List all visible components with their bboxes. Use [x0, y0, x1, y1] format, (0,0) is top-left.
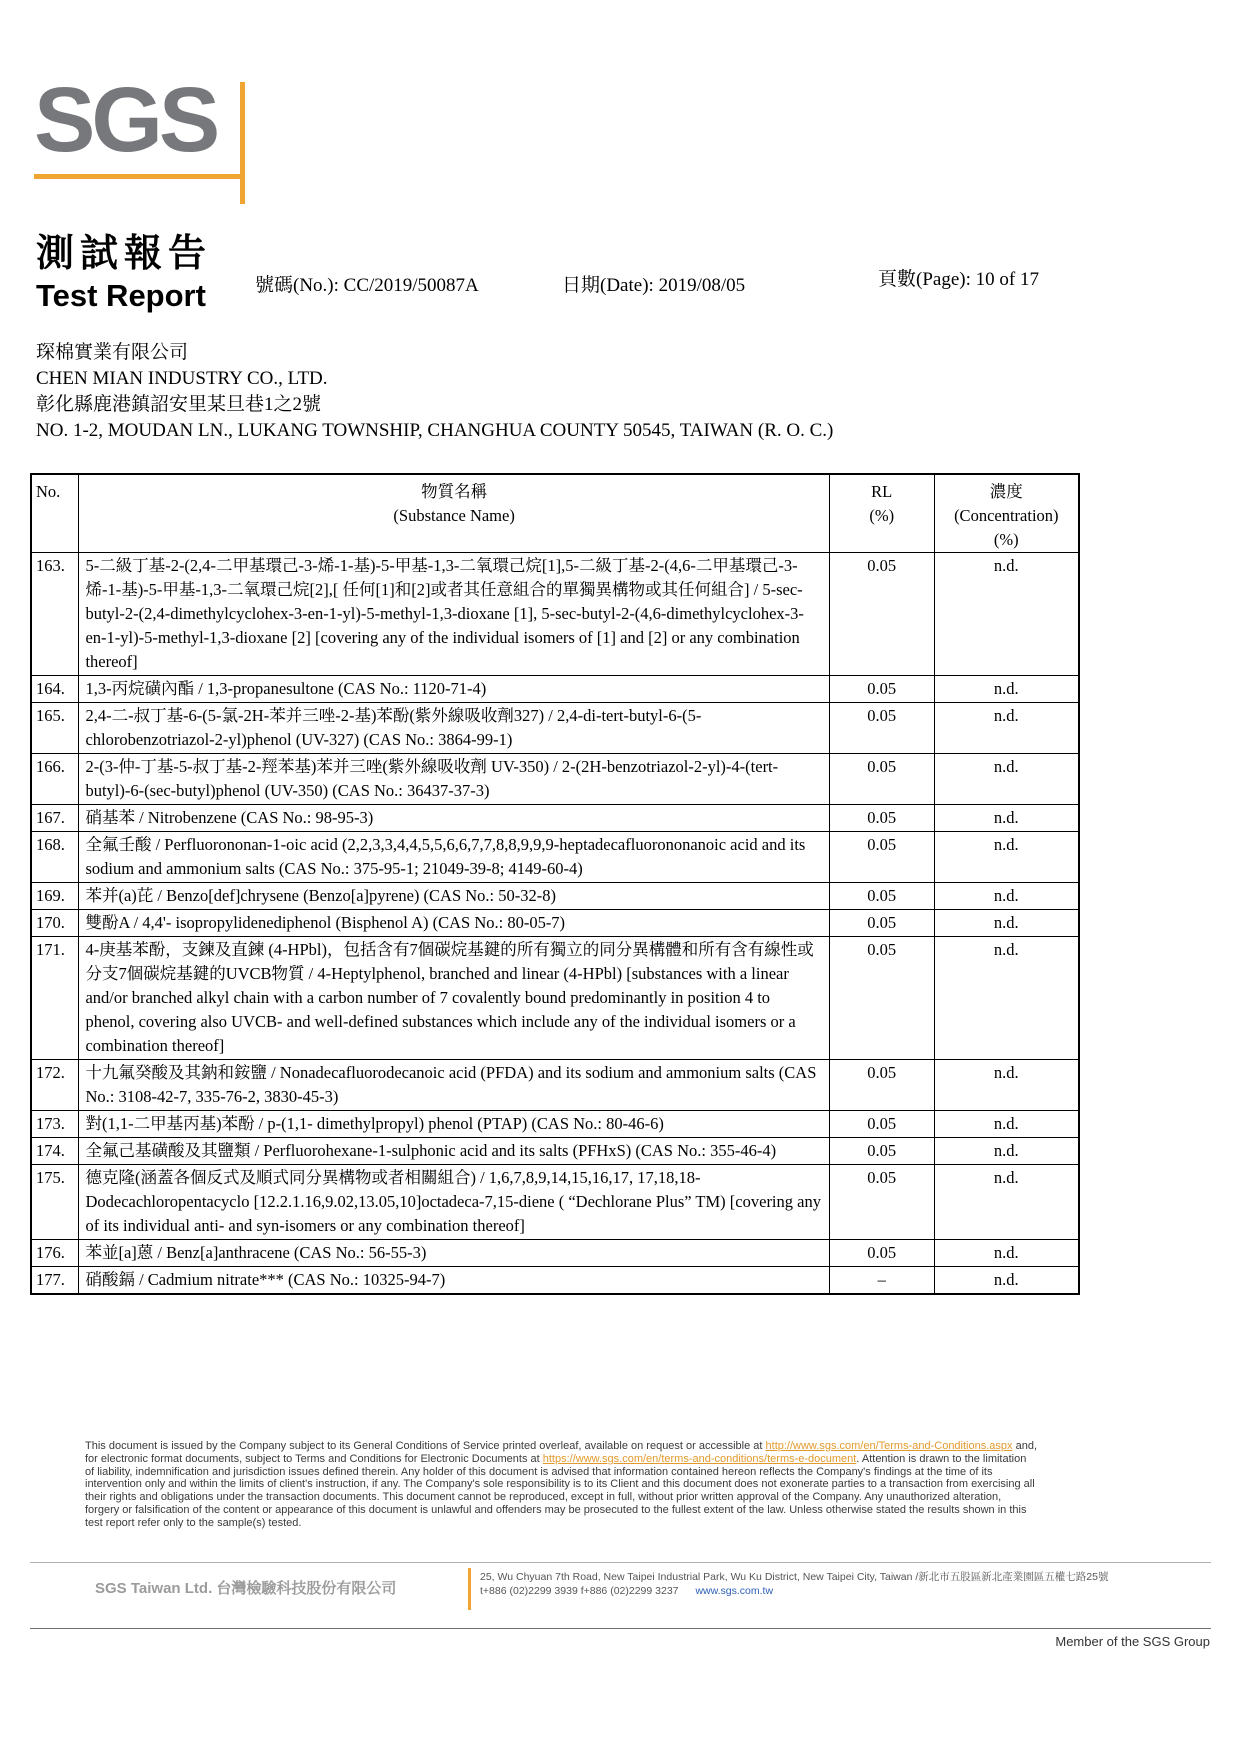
logo-accent-vline [240, 82, 245, 204]
table-row [31, 754, 1079, 805]
legal-link[interactable]: https://www.sgs.com/en/terms-and-conditions/terms-e-document [542, 1452, 857, 1465]
row-concentration: n.d. [934, 1165, 1079, 1240]
row-substance: 德克隆(涵蓋各個反式及順式同分異構物或者相關組合) / 1,6,7,8,9,14,15,16,17, 17,18,18-Dodecachloropentacyclo [12.2.1.16,9.02,13.05,10]octadeca-7,15-diene ( “Dechlorane Plus” TM) [covering any of its individual anti- and syn-isomers or any combination thereof] [79, 1165, 829, 1240]
row-substance: 4-庚基苯酚，支鍊及直鍊 (4-HPbl)，包括含有7個碳烷基鍵的所有獨立的同分異構體和所有含有線性或分支7個碳烷基鍵的UVCB物質 / 4-Heptylphenol, branched and linear (4-HPbl) [substances with a linear and/or branched alkyl chain with a carbon number of 7 covalently bound predominantly in position 4 to phenol, covering also UVCB- and well-defined substances which include any of the individual isomers or a combination thereof] [79, 937, 829, 1060]
row-rl: 0.05 [829, 676, 934, 703]
row-no: 172. [31, 1060, 79, 1111]
row-substance: 全氟壬酸 / Perfluorononan-1-oic acid (2,2,3,3,4,4,5,5,6,6,7,7,8,8,9,9,9-heptadecafluorononanoic acid and its sodium and ammonium salts (CAS No.: 375-95-1; 21049-39-8; 4149-60-4) [79, 832, 829, 883]
report-date-value: 2019/08/05 [658, 275, 746, 296]
row-no: 174. [31, 1138, 79, 1165]
client-info [36, 340, 833, 444]
row-no: 170. [31, 910, 79, 937]
row-substance: 1,3-丙烷磺內酯 / 1,3-propanesultone (CAS No.: 1120-71-4) [79, 676, 829, 703]
report-page [878, 264, 1039, 291]
footer-top-rule [30, 1562, 1211, 1563]
footer-address-block [480, 1570, 1120, 1598]
row-rl: 0.05 [829, 754, 934, 805]
table-row [31, 676, 1079, 703]
col-header-rl-unit: (%) [869, 506, 895, 525]
client-address-zh: 彰化縣鹿港鎮詔安里某旦巷1之2號 [36, 394, 322, 415]
client-address-en: NO. 1-2, MOUDAN LN., LUKANG TOWNSHIP, CHANGHUA COUNTY 50545, TAIWAN (R. O. C.) [36, 420, 834, 441]
col-header-concentration [934, 474, 1079, 553]
substance-table-body [31, 553, 1079, 1295]
row-substance: 苯并(a)芘 / Benzo[def]chrysene (Benzo[a]pyrene) (CAS No.: 50-32-8) [79, 883, 829, 910]
legal-text [85, 1440, 1037, 1530]
row-rl: 0.05 [829, 1165, 934, 1240]
row-substance: 對(1,1-二甲基丙基)苯酚 / p-(1,1- dimethylpropyl) phenol (PTAP) (CAS No.: 80-46-6) [79, 1111, 829, 1138]
row-no: 166. [31, 754, 79, 805]
row-no: 173. [31, 1111, 79, 1138]
row-concentration: n.d. [934, 1240, 1079, 1267]
legal-link[interactable]: http://www.sgs.com/en/Terms-and-Conditions.aspx [765, 1440, 1013, 1452]
row-no: 168. [31, 832, 79, 883]
col-header-substance-en: (Substance Name) [393, 506, 515, 525]
table-row [31, 910, 1079, 937]
row-substance: 2,4-二-叔丁基-6-(5-氯-2H-苯并三唑-2-基)苯酚(紫外線吸收劑327) / 2,4-di-tert-butyl-6-(5-chlorobenzotriazol-2-yl)phenol (UV-327) (CAS No.: 3864-99-1) [79, 703, 829, 754]
client-name-zh: 琛棉實業有限公司 [36, 342, 189, 363]
row-rl: 0.05 [829, 1138, 934, 1165]
row-concentration: n.d. [934, 676, 1079, 703]
substance-table [30, 473, 1080, 1295]
footer-contact-line [480, 1584, 1120, 1598]
table-row [31, 703, 1079, 754]
row-substance: 雙酚A / 4,4'- isopropylidenediphenol (Bisphenol A) (CAS No.: 80-05-7) [79, 910, 829, 937]
report-page-label: 頁數(Page): [878, 269, 971, 290]
row-rl: 0.05 [829, 937, 934, 1060]
table-row [31, 832, 1079, 883]
row-no: 171. [31, 937, 79, 1060]
row-no: 169. [31, 883, 79, 910]
report-title-en: Test Report [36, 278, 206, 313]
table-row [31, 805, 1079, 832]
row-concentration: n.d. [934, 1267, 1079, 1295]
row-substance: 5-二級丁基-2-(2,4-二甲基環己-3-烯-1-基)-5-甲基-1,3-二氧環己烷[1],5-二級丁基-2-(4,6-二甲基環己-3-烯-1-基)-5-甲基-1,3-二氧環己烷[2],[ 任何[1]和[2]或者其任意組合的單獨異構物或其任何組合] / 5-sec-butyl-2-(2,4-dimethylcyclohex-3-en-1-yl)-5-methyl-1,3-dioxane [1], 5-sec-butyl-2-(4,6-dimethylcyclohex-3-en-1-yl)-5-methyl-1,3-dioxane [2] [covering any of the individual isomers of [1] and [2] or any combination thereof] [79, 553, 829, 676]
col-header-substance-zh: 物質名稱 [421, 482, 488, 501]
table-row [31, 1165, 1079, 1240]
row-concentration: n.d. [934, 883, 1079, 910]
row-no: 177. [31, 1267, 79, 1295]
footer-accent-bar [468, 1568, 471, 1610]
row-rl: 0.05 [829, 1060, 934, 1111]
report-number-value: CC/2019/50087A [343, 275, 479, 296]
table-row [31, 553, 1079, 676]
col-header-conc-unit: (%) [993, 530, 1019, 549]
row-concentration: n.d. [934, 1060, 1079, 1111]
sgs-logo [34, 69, 254, 214]
row-rl: 0.05 [829, 1111, 934, 1138]
footer-address-line: 25, Wu Chyuan 7th Road, New Taipei Industrial Park, Wu Ku District, New Taipei City, Taiwan /新北市五股區新北產業園區五權七路25號 [480, 1571, 1109, 1583]
footer-bottom-rule [30, 1628, 1211, 1629]
report-number [255, 270, 479, 297]
row-concentration: n.d. [934, 832, 1079, 883]
row-rl: 0.05 [829, 910, 934, 937]
col-header-substance [79, 474, 829, 553]
row-concentration: n.d. [934, 1138, 1079, 1165]
row-rl: 0.05 [829, 832, 934, 883]
row-substance: 全氟己基磺酸及其鹽類 / Perfluorohexane-1-sulphonic acid and its salts (PFHxS) (CAS No.: 355-46-4) [79, 1138, 829, 1165]
legal-text-part: This document is issued by the Company subject to its General Conditions of Service printed overleaf, available on request or accessible at [85, 1440, 766, 1452]
row-no: 176. [31, 1240, 79, 1267]
report-number-label: 號碼(No.): [255, 275, 339, 296]
footer-company-zh: 台灣檢驗科技股份有限公司 [216, 1580, 397, 1597]
row-substance: 2-(3-仲-丁基-5-叔丁基-2-羥苯基)苯并三唑(紫外線吸收劑 UV-350) / 2-(2H-benzotriazol-2-yl)-4-(tert-butyl)-6-(sec-butyl)phenol (UV-350) (CAS No.: 36437-37-3) [79, 754, 829, 805]
row-concentration: n.d. [934, 553, 1079, 676]
footer-company [95, 1577, 396, 1598]
row-no: 163. [31, 553, 79, 676]
row-concentration: n.d. [934, 805, 1079, 832]
report-date-label: 日期(Date): [562, 275, 654, 296]
logo-accent-hline [34, 174, 245, 179]
member-of-sgs-group: Member of the SGS Group [1055, 1634, 1210, 1649]
col-header-conc-zh: 濃度 [989, 482, 1023, 501]
table-row [31, 1111, 1079, 1138]
row-rl: 0.05 [829, 805, 934, 832]
report-title-zh: 測試報告 [36, 233, 213, 275]
row-no: 164. [31, 676, 79, 703]
footer-website-link[interactable]: www.sgs.com.tw [695, 1585, 774, 1597]
row-no: 167. [31, 805, 79, 832]
row-rl: 0.05 [829, 553, 934, 676]
table-row [31, 1240, 1079, 1267]
row-substance: 十九氟癸酸及其鈉和銨鹽 / Nonadecafluorodecanoic acid (PFDA) and its sodium and ammonium salts (CAS No.: 3108-42-7, 335-76-2, 3830-45-3) [79, 1060, 829, 1111]
row-rl: 0.05 [829, 703, 934, 754]
col-header-rl-label: RL [871, 482, 893, 501]
col-header-no: No. [31, 474, 79, 553]
col-header-rl [829, 474, 934, 553]
table-row [31, 1138, 1079, 1165]
sgs-logo-text: SGS [34, 69, 217, 171]
row-concentration: n.d. [934, 1111, 1079, 1138]
table-row [31, 937, 1079, 1060]
row-concentration: n.d. [934, 703, 1079, 754]
row-concentration: n.d. [934, 910, 1079, 937]
row-substance: 硝酸鎘 / Cadmium nitrate*** (CAS No.: 10325-94-7) [79, 1267, 829, 1295]
report-page-value: 10 of 17 [975, 269, 1039, 290]
row-rl: – [829, 1267, 934, 1295]
table-row [31, 883, 1079, 910]
report-date [562, 270, 745, 297]
legal-text-part: and, for electronic format documents, subject to Terms and Conditions for Electronic Documents at [85, 1440, 1037, 1465]
row-substance: 苯並[a]蒽 / Benz[a]anthracene (CAS No.: 56-55-3) [79, 1240, 829, 1267]
row-substance: 硝基苯 / Nitrobenzene (CAS No.: 98-95-3) [79, 805, 829, 832]
footer-phone: t+886 (02)2299 3939 f+886 (02)2299 3237 [480, 1585, 679, 1597]
table-header-row [31, 474, 1079, 553]
table-row [31, 1267, 1079, 1295]
row-no: 175. [31, 1165, 79, 1240]
row-rl: 0.05 [829, 883, 934, 910]
client-name-en: CHEN MIAN INDUSTRY CO., LTD. [36, 368, 328, 389]
footer-company-en: SGS Taiwan Ltd. [95, 1580, 213, 1597]
table-row [31, 1060, 1079, 1111]
row-no: 165. [31, 703, 79, 754]
row-concentration: n.d. [934, 754, 1079, 805]
legal-text-part: . Attention is drawn to the limitation of liability, indemnification and jurisdiction issues defined therein. Any holder of this document is advised that information contained hereon reflects the Company's findings at the time of its intervention only and within the limits of client's instruction, if any. The Company's sole responsibility is to its Client and this document does not exonerate parties to a transaction from exercising all their rights and obligations under the transaction documents. This document cannot be reproduced, except in full, without prior written approval of the Company. Any unauthorized alteration, forgery or falsification of the content or appearance of this document is unlawful and offenders may be prosecuted to the fullest extent of the law. Unless otherwise stated the results shown in this test report refer only to the sample(s) tested. [85, 1452, 1035, 1529]
row-rl: 0.05 [829, 1240, 934, 1267]
row-concentration: n.d. [934, 937, 1079, 1060]
col-header-conc-en: (Concentration) [954, 506, 1059, 525]
